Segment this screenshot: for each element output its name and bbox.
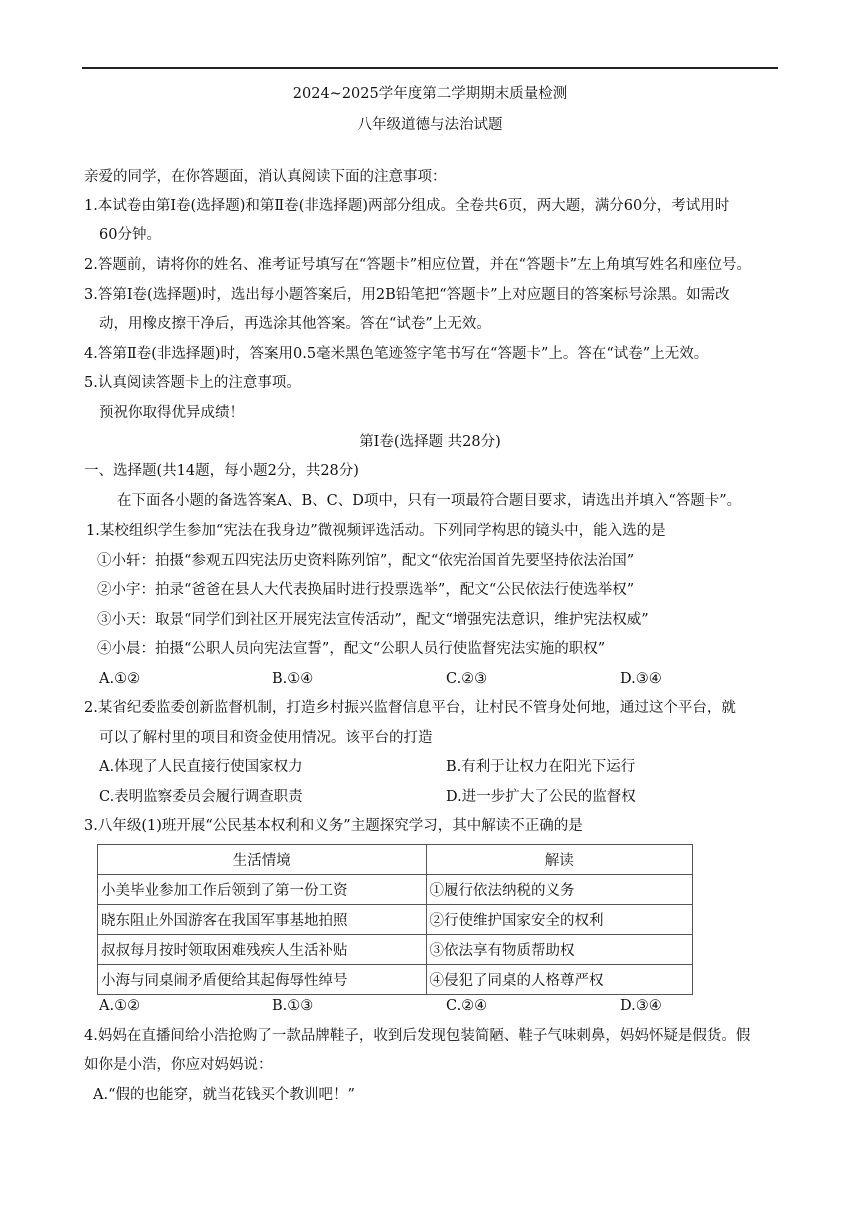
table-cell: ②行使维护国家安全的权利: [426, 905, 692, 935]
q1-item-3: ③小天：取景“同学们到社区开展宪法宣传活动”，配文“增强宪法意识，维护宪法权威”: [97, 612, 649, 628]
q4-option-a: A.“假的也能穿，就当花钱买个教训吧！”: [93, 1087, 355, 1103]
q4-stem: 4.妈妈在直播间给小浩抢购了一款品牌鞋子，收到后发现包装简陋、鞋子气味刺鼻，妈妈怀疑是假货。假: [84, 1028, 751, 1044]
table-header-interpretation: 解读: [426, 845, 692, 875]
q1-item-2: ②小宇：拍录“爸爸在县人大代表换届时进行投票选举”，配文“公民依法行使选举权”: [97, 582, 635, 598]
note-3-cont: 动，用橡皮擦干净后，再选涂其他答案。答在“试卷”上无效。: [99, 316, 491, 332]
q2-option-b: B.有利于让权力在阳光下运行: [446, 759, 636, 775]
q4-stem-cont: 如你是小浩，你应对妈妈说：: [84, 1057, 273, 1073]
note-1-cont: 60分钟。: [99, 227, 161, 243]
intro-greeting: 亲爱的同学，在你答题面，消认真阅读下面的注意事项：: [84, 169, 447, 185]
note-4: 4.答第Ⅱ卷(非选择题)时，答案用0.5毫米黑色笔迹签字笔书写在“答题卡”上。答在“试卷”上无效。: [84, 346, 709, 362]
section-title: 第Ⅰ卷(选择题 共28分): [359, 434, 501, 450]
table-cell: 小美毕业参加工作后领到了第一份工资: [98, 875, 427, 905]
q1-option-d: D.③④: [620, 671, 662, 687]
exam-title: 2024~2025学年度第二学期期末质量检测: [292, 86, 568, 102]
exam-subtitle: 八年级道德与法治试题: [357, 117, 503, 133]
q3-option-a: A.①②: [99, 998, 141, 1014]
note-3: 3.答第Ⅰ卷(选择题)时，选出每小题答案后，用2B铅笔把“答题卡”上对应题目的答案标号涂黑。如需改: [84, 287, 730, 303]
table-row: [98, 875, 693, 905]
q3-option-d: D.③④: [620, 998, 662, 1014]
q3-option-b: B.①③: [272, 998, 314, 1014]
table-cell: 晓东阻止外国游客在我国军事基地拍照: [98, 905, 427, 935]
q2-option-c: C.表明监察委员会履行调查职责: [99, 789, 303, 805]
table-cell: 小海与同桌闹矛盾便给其起侮辱性绰号: [98, 965, 427, 995]
q2-option-d: D.进一步扩大了公民的监督权: [446, 789, 636, 805]
table-cell: ③依法享有物质帮助权: [426, 935, 692, 965]
q2-stem: 2.某省纪委监委创新监督机制，打造乡村振兴监督信息平台，让村民不管身处何地，通过这个平台，就: [84, 700, 736, 716]
q1-option-c: C.②③: [446, 671, 488, 687]
table-header-row: [98, 845, 693, 875]
note-5: 5.认真阅读答题卡上的注意事项。: [84, 375, 301, 391]
part-title: 一、选择题(共14题，每小题2分，共28分): [84, 463, 359, 479]
q1-item-1: ①小轩：拍摄“参观五四宪法历史资料陈列馆”，配文“依宪治国首先要坚持依法治国”: [97, 553, 635, 569]
note-1: 1.本试卷由第Ⅰ卷(选择题)和第Ⅱ卷(非选择题)两部分组成。全卷共6页，两大题，满分60分，考试用时: [84, 198, 730, 214]
table-row: [98, 905, 693, 935]
table-cell: ①履行依法纳税的义务: [426, 875, 692, 905]
wish-text: 预祝你取得优异成绩！: [99, 405, 244, 421]
table-cell: ④侵犯了同桌的人格尊严权: [426, 965, 692, 995]
instruction-text: 在下面各小题的备选答案A、B、C、D项中，只有一项最符合题目要求，请选出并填入“答题卡”。: [117, 493, 742, 509]
q2-option-a: A.体现了人民直接行使国家权力: [99, 759, 303, 775]
q3-table: [97, 844, 693, 995]
table-cell: 叔叔每月按时领取困难残疾人生活补贴: [98, 935, 427, 965]
header-rule: [82, 67, 778, 69]
table-row: [98, 965, 693, 995]
note-2: 2.答题前，请将你的姓名、准考证号填写在“答题卡”相应位置，并在“答题卡”左上角填写姓名和座位号。: [84, 257, 751, 273]
q1-option-b: B.①④: [272, 671, 314, 687]
table-row: [98, 935, 693, 965]
table-header-situation: 生活情境: [98, 845, 427, 875]
q1-option-a: A.①②: [99, 671, 141, 687]
q3-option-c: C.②④: [446, 998, 488, 1014]
q3-stem: 3.八年级(1)班开展“公民基本权利和义务”主题探究学习，其中解读不正确的是: [84, 818, 583, 834]
q2-stem-cont: 可以了解村里的项目和资金使用情况。该平台的打造: [99, 730, 433, 746]
q1-item-4: ④小晨：拍摄“公职人员向宪法宣誓”，配文“公职人员行使监督宪法实施的职权”: [97, 641, 606, 657]
q1-stem: 1.某校组织学生参加“宪法在我身边”微视频评选活动。下列同学构思的镜头中，能入选的是: [86, 523, 666, 539]
